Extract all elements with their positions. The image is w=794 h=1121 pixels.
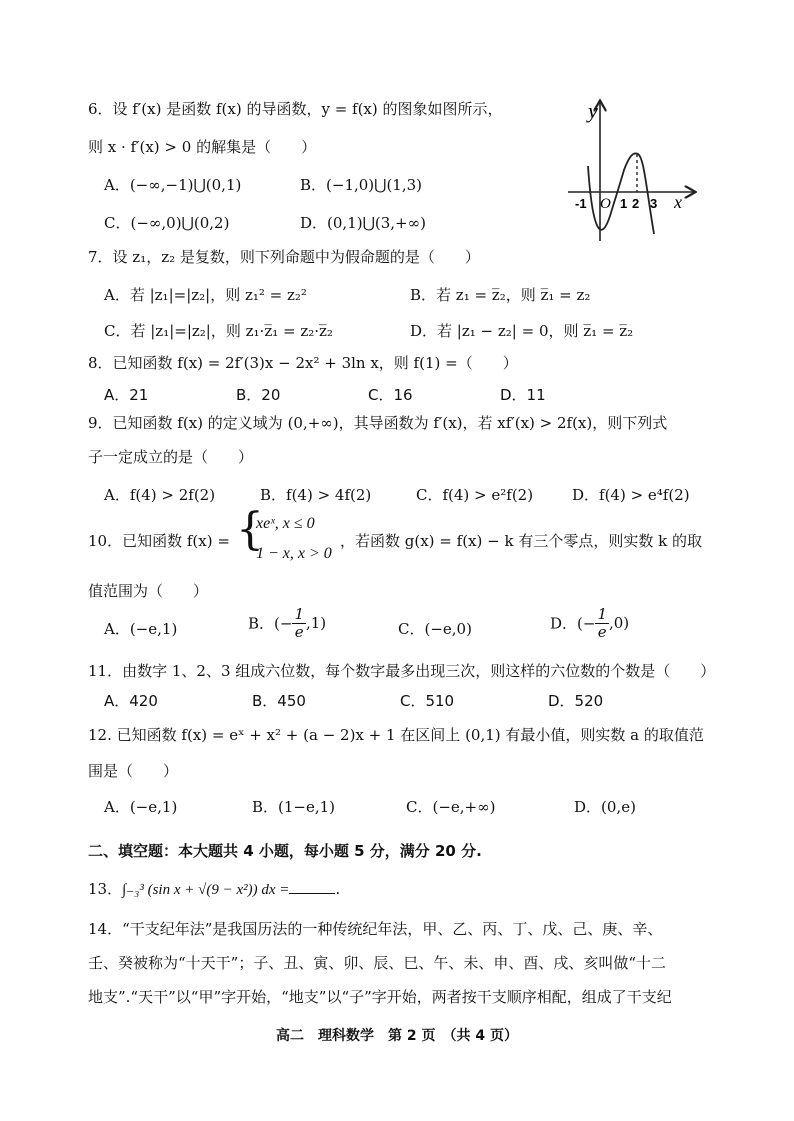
q10-option-d-den: e [597,622,607,641]
q10-option-b-tail: ,1) [306,614,327,632]
q6-graph-tick-3: 3 [650,196,658,211]
q11-option-c: C．510 [400,692,455,710]
q6-graph-tick-2: 2 [632,196,640,211]
q13-number: 13． [88,880,123,898]
q6-graph [560,96,700,246]
q13-integral: ∫₋₃³ (sin x + √(9 − x²)) dx = [122,882,290,898]
q10-option-b-num: 1 [294,605,304,623]
q10-option-b [248,606,326,640]
q9-line2: 子一定成立的是（ ） [88,448,254,466]
q10-prefix: 10．已知函数 f(x) = [88,532,230,550]
q10-brace: { [236,504,264,555]
q6-graph-tick-1: 1 [620,196,628,211]
q10-case2: 1 − x, x > 0 [256,545,332,562]
q7-option-b: B．若 z₁ = z̅₂，则 z̅₁ = z₂ [410,286,591,304]
q11-option-b: B．450 [252,692,306,710]
page-footer: 高二 理科数学 第 2 页 （共 4 页） [276,1028,518,1044]
section-heading: 二、填空题：本大题共 4 小题，每小题 5 分，满分 20 分. [88,842,482,860]
q10-option-c: C．(−e,0) [398,620,472,638]
q7-stem: 7．设 z₁，z₂ 是复数，则下列命题中为假命题的是（ ） [88,248,480,266]
q12-option-b: B．(1−e,1) [252,798,336,816]
q10-option-d-tail: ,0) [609,614,630,632]
q11-option-d: D．520 [548,692,604,710]
q10-suffix: ，若函数 g(x) = f(x) − k 有三个零点，则实数 k 的取 [340,532,702,550]
q14-line2: 壬、癸被称为“十天干”；子、丑、寅、卯、辰、巳、午、未、申、酉、戌、亥叫做“十二 [88,954,667,972]
q8-stem: 8．已知函数 f(x) = 2f′(3)x − 2x² + 3ln x，则 f(1) =（ ） [88,354,518,372]
q10-option-b-label: B．(− [248,614,293,633]
q6-graph-curve [588,153,654,234]
q13 [88,878,340,899]
q10-option-d-frac [595,606,609,640]
q13-answer-blank[interactable] [289,879,335,894]
q11-option-a: A．420 [104,692,158,710]
q6-line1: 6．设 f′(x) 是函数 f(x) 的导函数，y = f(x) 的图象如图所示， [88,100,503,118]
q6-graph-tick-neg1: -1 [575,196,587,211]
q10-option-b-den: e [294,622,304,641]
q14-line1: 14．“干支纪年法”是我国历法的一种传统纪年法，甲、乙、丙、丁、戊、己、庚、辛、 [88,920,663,938]
q10-option-b-frac [292,606,306,640]
q10-option-d-num: 1 [597,605,607,623]
q7-option-c: C．若 |z₁|=|z₂|，则 z₁·z̅₁ = z₂·z̅₂ [104,322,333,340]
q9-option-d: D．f(4) > e⁴f(2) [572,486,690,504]
q10-option-d-label: D．(− [550,614,596,633]
q7-option-a: A．若 |z₁|=|z₂|，则 z₁² = z₂² [104,286,307,304]
q6-graph-y-label: y [588,98,598,123]
q9-option-c: C．f(4) > e²f(2) [416,486,534,504]
q6-option-d: D．(0,1)⋃(3,+∞) [300,214,426,232]
q9-option-a: A．f(4) > 2f(2) [104,486,216,504]
q11-stem: 11．由数字 1、2、3 组成六位数，每个数字最多出现三次，则这样的六位数的个数是（ ） [88,662,716,680]
q8-option-b: B．20 [236,386,281,404]
q6-line2: 则 x · f′(x) > 0 的解集是（ ） [88,138,317,156]
q12-option-d: D．(0,e) [574,798,636,816]
q8-option-c: C．16 [368,386,413,404]
q13-period: . [335,880,341,898]
q10-line2: 值范围为（ ） [88,582,209,600]
q12-option-a: A．(−e,1) [104,798,178,816]
q6-option-b: B．(−1,0)⋃(1,3) [300,176,423,194]
q10-option-a: A．(−e,1) [104,620,178,638]
q8-option-d: D．11 [500,386,546,404]
q12-line1: 12. 已知函数 f(x) = eˣ + x² + (a − 2)x + 1 在区间上 (0,1) 有最小值，则实数 a 的取值范 [88,726,704,744]
q9-option-b: B．f(4) > 4f(2) [260,486,372,504]
q8-option-a: A．21 [104,386,149,404]
q10-option-d [550,606,629,640]
q7-option-d: D．若 |z₁ − z₂| = 0，则 z̅₁ = z̅₂ [410,322,634,340]
q6-graph-origin: O [600,196,611,212]
q12-option-c: C．(−e,+∞) [406,798,496,816]
q9-line1: 9．已知函数 f(x) 的定义域为 (0,+∞)，其导函数为 f′(x)，若 xf′(x) > 2f(x)，则下列式 [88,414,668,432]
q10-case1: xeˣ, x ≤ 0 [256,515,315,532]
q6-option-a: A．(−∞,−1)⋃(0,1) [104,176,242,194]
q14-line3: 地支”.“天干”以“甲”字开始，“地支”以“子”字开始，两者按干支顺序相配，组成了干支纪 [88,988,672,1006]
q12-line2: 围是（ ） [88,762,179,780]
q6-option-c: C．(−∞,0)⋃(0,2) [104,214,230,232]
q6-graph-x-label: x [674,192,682,212]
